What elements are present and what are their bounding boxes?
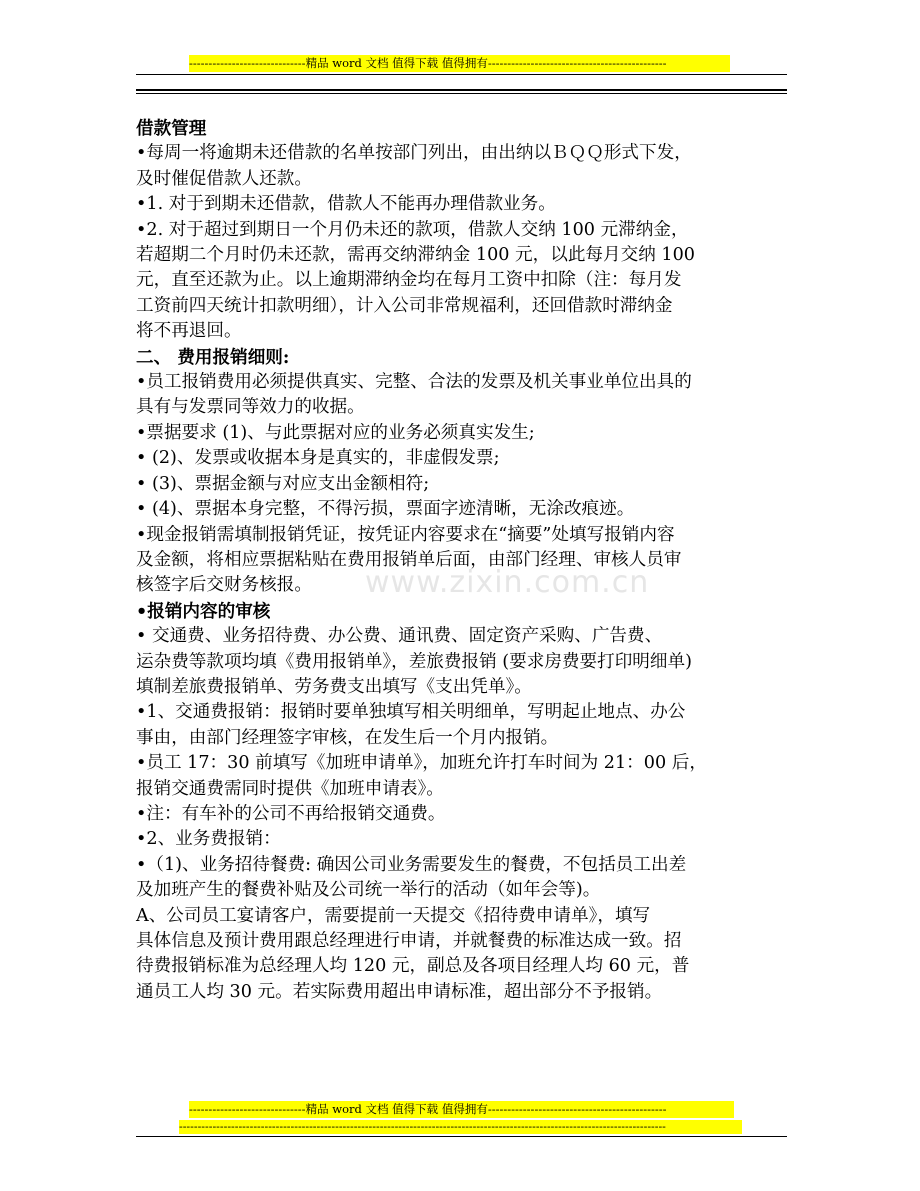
text-line: •1. 对于到期未还借款，借款人不能再办理借款业务。 [136, 194, 556, 215]
text-line: 将不再退回。 [136, 321, 242, 342]
text-line: • (4)、票据本身完整，不得污损，票面字迹清晰，无涂改痕迹。 [136, 499, 635, 520]
header-rule-double-bottom [136, 93, 787, 94]
text-line: 事由，由部门经理签字审核，在发生后一个月内报销。 [136, 727, 559, 748]
text-line: • (2)、发票或收据本身是真实的，非虚假发票; [136, 448, 500, 469]
text-line: •1、交通费报销：报销时要单独填写相关明细单，写明起止地点、办公 [136, 702, 686, 723]
text-line: • 交通费、业务招待费、办公费、通讯费、固定资产采购、广告费、 [136, 626, 663, 647]
text-line: •票据要求 (1)、与此票据对应的业务必须真实发生; [136, 422, 535, 443]
text-line: 元，直至还款为止。以上逾期滞纳金均在每月工资中扣除（注：每月发 [136, 270, 682, 291]
text-line: 核签字后交财务核报。 [136, 575, 312, 596]
text-line: • (3)、票据金额与对应支出金额相符; [136, 473, 430, 494]
section-heading: 二、 费用报销细则: [136, 346, 290, 368]
header-rule-thin [136, 74, 787, 75]
text-line: 通员工人均 30 元。若实际费用超出申请标准，超出部分不予报销。 [136, 981, 663, 1002]
text-line: •2、业务费报销： [136, 829, 281, 850]
text-line: 填制差旅费报销单、劳务费支出填写《支出凭单》。 [136, 676, 532, 697]
section-heading: •报销内容的审核 [136, 600, 271, 622]
text-line: A、公司员工宴请客户，需要提前一天提交《招待费申请单》，填写 [136, 905, 651, 926]
section-heading: 借款管理 [136, 118, 207, 139]
text-line: •每周一将逾期未还借款的名单按部门列出，由出纳以ＢＱＱ形式下发， [136, 143, 692, 164]
document-body [136, 116, 796, 1005]
text-line: •员工报销费用必须提供真实、完整、合法的发票及机关事业单位出具的 [136, 372, 692, 393]
text-line: 报销交通费需同时提供《加班申请表》。 [136, 778, 444, 799]
watermark: www.zixin.com.cn [365, 565, 650, 600]
text-line: •现金报销需填制报销凭证，按凭证内容要求在“摘要”处填写报销内容 [136, 524, 675, 545]
footer-rule [136, 1136, 787, 1137]
text-line: 及时催促借款人还款。 [136, 168, 312, 189]
text-line: 工资前四天统计扣款明细），计入公司非常规福利，还回借款时滞纳金 [136, 295, 673, 316]
text-line: 待费报销标准为总经理人均 120 元，副总及各项目经理人均 60 元，普 [136, 956, 690, 977]
footer-banner-dashes: ----------------------------------------------------------------------------------------------------------------------------------- [179, 1120, 742, 1134]
text-line: •（1)、业务招待餐费: 确因公司业务需要发生的餐费，不包括员工出差 [136, 854, 687, 875]
footer-banner: ------------------------------精品 word 文档 值得下载 值得拥有---------------------------------------------- [189, 1101, 734, 1118]
header-banner: ------------------------------精品 word 文档 值得下载 值得拥有---------------------------------------------- [189, 55, 730, 72]
text-line: 及加班产生的餐费补贴及公司统一举行的活动（如年会等)。 [136, 880, 601, 901]
header-rule-double-top [136, 89, 787, 91]
text-line: 运杂费等款项均填《费用报销单》，差旅费报销 (要求房费要打印明细单) [136, 651, 692, 672]
text-line: 具有与发票同等效力的收据。 [136, 397, 365, 418]
text-line: 及金额，将相应票据粘贴在费用报销单后面，由部门经理、审核人员审 [136, 549, 682, 570]
text-line: •员工 17：30 前填写《加班申请单》，加班允许打车时间为 21：00 后， [136, 753, 707, 774]
text-line: •2. 对于超过到期日一个月仍未还的款项，借款人交纳 100 元滞纳金， [136, 219, 689, 240]
text-line: 具体信息及预计费用跟总经理进行申请，并就餐费的标准达成一致。招 [136, 931, 682, 951]
text-line: •注：有车补的公司不再给报销交通费。 [136, 803, 446, 824]
text-line: 若超期二个月时仍未还款，需再交纳滞纳金 100 元，以此每月交纳 100 [136, 245, 695, 266]
